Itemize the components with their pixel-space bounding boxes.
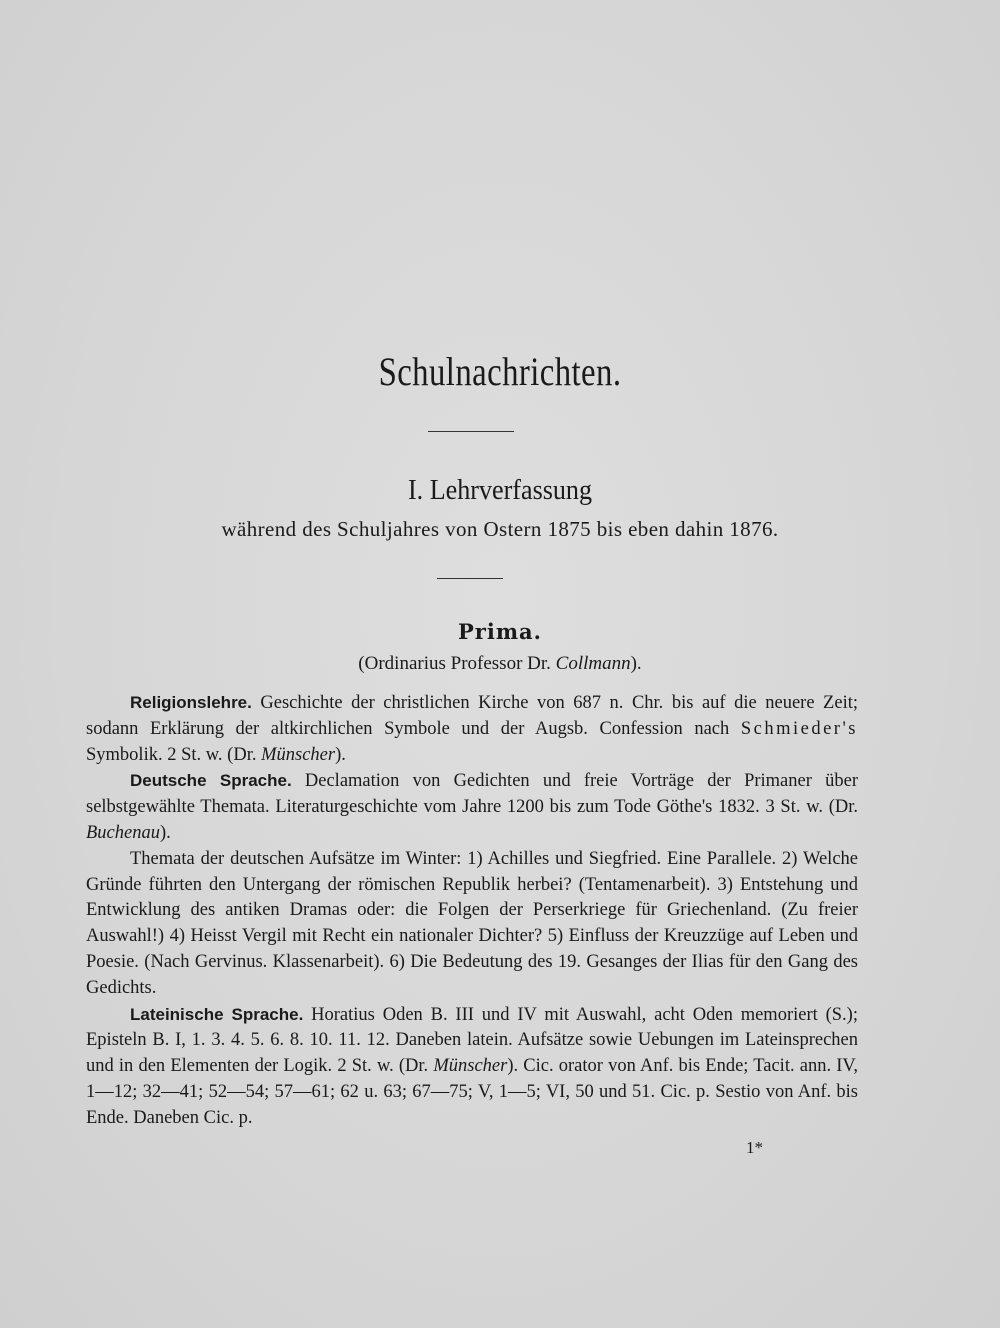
subject-label: Lateinische Sprache.	[130, 1004, 304, 1024]
ordinarius-suffix: ).	[630, 653, 642, 674]
spaced-name: Schmieder's	[740, 718, 858, 739]
section-divider	[437, 578, 503, 579]
paragraph-text: ).	[335, 744, 346, 765]
teacher-name: Münscher	[433, 1056, 508, 1077]
page-number: 1*	[746, 1138, 763, 1157]
paragraph-text: Themata der deutschen Aufsätze im Winter: 1) Achilles und Siegfried. Eine Parallele. 2) Welche Gründe führten den Untergang der römischen Republik herbei? (Tentamenarbeit). 3) Entstehung und Entwicklung des antiken Dramas oder: die Folgen der Perserkriege für Griechenland. (Zu freier Auswahl!) 4) Heisst Vergil mit Recht ein nationaler Dichter? 5) Einfluss der Kreuzzüge auf Leben und Poesie. (Nach Gervinus. Klassenarbeit). 6) Die Bedeutung des 19. Gesanges der Ilias für den Gang des Gedichts.	[86, 848, 858, 998]
ordinarius-prefix: (Ordinarius Professor Dr.	[358, 653, 556, 674]
paragraph-text: Horatius Oden B. III und IV mit Auswahl, acht Oden memoriert (S.); Episteln B. I, 1. 3. 4. 5. 6. 8. 10. 11. 12. Daneben latein. Aufsätze sowie Uebungen im Lateinsprechen und in den Elementen der Logik. 2 St. w. (Dr.	[86, 1004, 858, 1077]
paragraph-text: ).	[159, 822, 171, 843]
paragraph-text: Declamation von Gedichten und freie Vorträge der Primaner über selbstgewählte Themata. Literaturgeschichte vom Jahre 1200 bis zum Tode Göthe's 1832. 3 St. w. (Dr.	[86, 771, 858, 818]
paragraph-themata	[86, 847, 858, 1002]
paragraph-latein	[86, 1002, 858, 1132]
paragraph-text: Symbolik. 2 St. w. (Dr.	[86, 744, 262, 765]
paragraph-text: ). Cic. orator von Anf. bis Ende; Tacit. ann. IV, 1—12; 32—41; 52—54; 57—61; 62 u. 63; 67—75; V, 1—5; VI, 50 und 51. Cic. p. Sestio von Anf. bis Ende. Daneben Cic. p.	[86, 1056, 859, 1128]
paragraph-text: Geschichte der christlichen Kirche von 687 n. Chr. bis auf die neuere Zeit; sodann Erklärung der altkirchlichen Symbole und der Augsb. Confession nach	[86, 693, 858, 739]
section-subtitle: während des Schuljahres von Ostern 1875 bis eben dahin 1876.	[221, 517, 779, 541]
teacher-name: Münscher	[261, 744, 336, 765]
subject-label: Deutsche Sprache.	[130, 771, 292, 791]
subject-label: Religionslehre.	[130, 693, 252, 712]
title-divider	[428, 431, 514, 432]
ordinarius-name: Collmann	[555, 653, 631, 674]
section-title: I. Lehrverfassung	[407, 474, 593, 506]
teacher-name: Buchenau	[86, 822, 160, 843]
paragraph-deutsch	[86, 768, 858, 846]
paragraph-religion	[86, 690, 858, 768]
body-text	[86, 690, 858, 1132]
page-title: Schulnachrichten.	[378, 349, 622, 394]
class-heading: Prima.	[458, 619, 542, 644]
ordinarius-line	[0, 653, 1000, 675]
